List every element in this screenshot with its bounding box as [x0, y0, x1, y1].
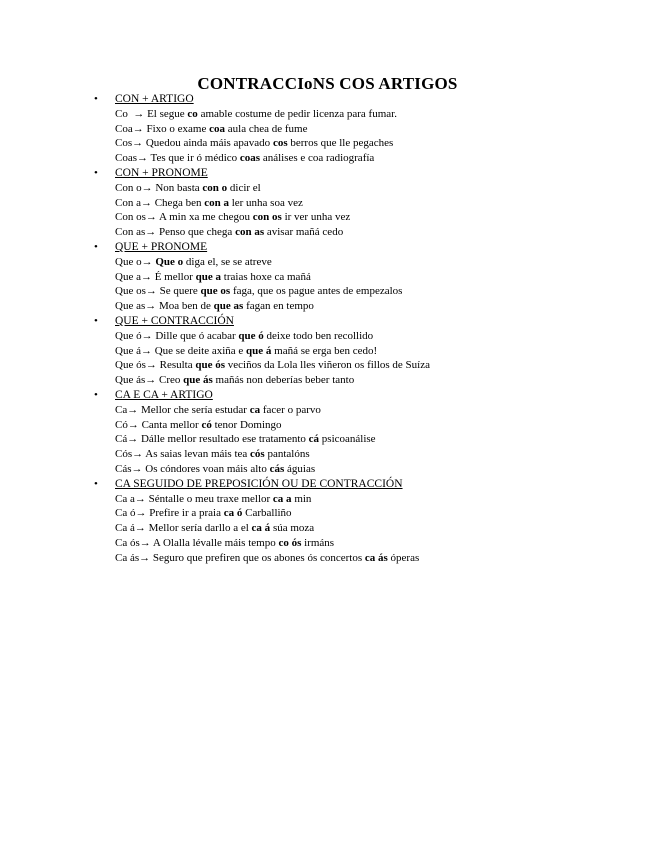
example-text: berros que lle pegaches — [287, 137, 394, 150]
example-text: avisar mañá cedo — [264, 226, 344, 239]
section — [0, 240, 655, 314]
example-text: irmáns — [301, 536, 335, 549]
example-text: Que ás→ Creo — [115, 374, 184, 387]
example-line — [0, 536, 655, 551]
section-heading — [0, 388, 655, 403]
contraction-highlight: que as — [213, 300, 244, 313]
example-line — [0, 107, 655, 122]
example-line — [0, 299, 655, 314]
contraction-highlight: que á — [246, 344, 272, 357]
example-line — [0, 551, 655, 566]
example-text: psicoanálise — [319, 433, 376, 446]
example-text: min — [291, 492, 312, 505]
example-text: Que as→ Moa ben de — [115, 300, 214, 313]
example-line — [0, 432, 655, 447]
bullet-icon: • — [94, 477, 98, 490]
example-text: dicir el — [227, 181, 261, 194]
example-text: faga, que os pague antes de empezalos — [230, 285, 403, 298]
example-text: Cos→ Quedou ainda máis apavado — [115, 137, 273, 150]
contraction-highlight: có — [201, 418, 212, 431]
example-text: Ca→ Mellor che sería estudar — [115, 403, 250, 416]
example-text: Que os→ Se quere — [115, 285, 201, 298]
example-text: súa moza — [270, 522, 315, 535]
contraction-highlight: que ás — [183, 374, 213, 387]
section-heading — [0, 166, 655, 181]
example-text: Ca ó→ Prefire ir a praia — [115, 507, 224, 520]
section — [0, 92, 655, 166]
example-text: águias — [284, 462, 316, 475]
sections-list — [0, 92, 655, 566]
example-text: ler unha soa vez — [228, 196, 303, 209]
example-text: Coas→ Tes que ir ó médico — [115, 152, 240, 165]
example-line — [0, 255, 655, 270]
example-line — [0, 210, 655, 225]
example-text: Con a→ Chega ben — [115, 196, 205, 209]
example-line — [0, 492, 655, 507]
contraction-highlight: que ós — [195, 359, 226, 372]
example-line — [0, 122, 655, 137]
bullet-icon: • — [94, 314, 98, 327]
example-line — [0, 284, 655, 299]
example-line — [0, 136, 655, 151]
bullet-icon: • — [94, 240, 98, 253]
example-text: mañá se erga ben cedo! — [271, 344, 378, 357]
section-heading — [0, 92, 655, 107]
contraction-highlight: cós — [250, 448, 265, 461]
example-line — [0, 373, 655, 388]
contraction-highlight: que a — [195, 270, 222, 283]
example-text: ir ver unha vez — [281, 211, 351, 224]
example-text: Con os→ A min xa me chegou — [115, 211, 253, 224]
contraction-highlight: ca á — [251, 522, 271, 535]
section-heading-text: QUE + PRONOME — [115, 240, 208, 253]
example-text: facer o parvo — [260, 403, 321, 416]
example-line — [0, 418, 655, 433]
example-text: Coa→ Fixo o exame — [115, 122, 210, 135]
contraction-highlight: ca ás — [364, 551, 388, 564]
section — [0, 314, 655, 388]
example-text: Que a→ É mellor — [115, 270, 196, 283]
example-text: traias hoxe ca mañá — [221, 270, 311, 283]
example-line — [0, 196, 655, 211]
contraction-highlight: coa — [209, 122, 225, 135]
example-line — [0, 462, 655, 477]
section-heading — [0, 240, 655, 255]
section-heading-text: QUE + CONTRACCIÓN — [115, 314, 234, 327]
example-text: diga el, se se atreve — [183, 255, 272, 268]
contraction-highlight: ca ó — [223, 507, 243, 520]
section-heading-text: CA E CA + ARTIGO — [115, 388, 213, 401]
contraction-highlight: con os — [252, 211, 282, 224]
example-text: Ca ós→ A Olalla lévalle máis tempo — [115, 536, 279, 549]
contraction-highlight: cá — [308, 433, 320, 446]
example-text: Con o→ Non basta — [115, 181, 203, 194]
contraction-highlight: co ós — [278, 536, 302, 549]
section-heading-text: CA SEGUIDO DE PREPOSICIÓN OU DE CONTRACCIÓN — [115, 477, 403, 490]
example-line — [0, 447, 655, 462]
example-text: Cós→ As saias levan máis tea — [115, 448, 251, 461]
example-line — [0, 225, 655, 240]
example-text: Cá→ Dálle mellor resultado ese tratamento — [115, 433, 309, 446]
example-line — [0, 329, 655, 344]
example-text: fagan en tempo — [243, 300, 314, 313]
contraction-highlight: Que o — [155, 255, 184, 268]
example-line — [0, 181, 655, 196]
example-text: Que ó→ Dille que ó acabar — [115, 329, 239, 342]
example-line — [0, 270, 655, 285]
section-heading — [0, 477, 655, 492]
bullet-icon: • — [94, 93, 98, 105]
section-heading-text: CON + ARTIGO — [115, 93, 194, 105]
contraction-highlight: con as — [235, 226, 265, 239]
example-text: Que ós→ Resulta — [115, 359, 196, 372]
example-text: Carballiño — [242, 507, 292, 520]
contraction-highlight: que os — [200, 285, 231, 298]
example-text: Con as→ Penso que chega — [115, 226, 236, 239]
section — [0, 388, 655, 477]
example-line — [0, 344, 655, 359]
section — [0, 166, 655, 240]
example-text: Ca a→ Séntalle o meu traxe mellor — [115, 492, 273, 505]
contraction-highlight: cos — [272, 137, 288, 150]
example-text: Ca ás→ Seguro que prefiren que os abones ós concertos — [115, 551, 365, 564]
contraction-highlight: con a — [204, 196, 229, 209]
example-text: Có→ Canta mellor — [115, 418, 202, 431]
contraction-highlight: coas — [239, 152, 261, 165]
example-text: óperas — [387, 551, 420, 564]
section — [0, 477, 655, 566]
contraction-highlight: ca — [249, 403, 261, 416]
example-text: amable costume de pedir licenza para fumar. — [197, 107, 397, 120]
example-text: pantalóns — [264, 448, 310, 461]
example-line — [0, 358, 655, 373]
example-text: Co → El segue — [115, 107, 188, 120]
example-text: mañás non deberías beber tanto — [212, 374, 355, 387]
example-line — [0, 403, 655, 418]
example-text: Que o→ — [115, 255, 156, 268]
example-text: análises e coa radiografía — [260, 152, 375, 165]
example-text: tenor Domingo — [211, 418, 282, 431]
section-heading — [0, 314, 655, 329]
example-text: Cás→ Os cóndores voan máis alto — [115, 462, 270, 475]
contraction-highlight: ca a — [272, 492, 292, 505]
contraction-highlight: co — [187, 107, 198, 120]
section-heading-text: CON + PRONOME — [115, 166, 208, 179]
example-line — [0, 521, 655, 536]
example-text: Ca á→ Mellor sería darllo a el — [115, 522, 252, 535]
example-text: Que á→ Que se deite axiña e — [115, 344, 247, 357]
contraction-highlight: con o — [202, 181, 228, 194]
document-title: CONTRACCIoNS COS ARTIGOS — [197, 74, 458, 93]
contraction-highlight: cás — [269, 462, 285, 475]
example-text: aula chea de fume — [225, 122, 308, 135]
example-text: veciños da Lola lles viñeron os fillos de Suíza — [225, 359, 430, 372]
example-line — [0, 506, 655, 521]
example-text: deixe todo ben recollido — [263, 329, 374, 342]
example-line — [0, 151, 655, 166]
bullet-icon: • — [94, 166, 98, 179]
contraction-highlight: que ó — [238, 329, 264, 342]
bullet-icon: • — [94, 388, 98, 401]
